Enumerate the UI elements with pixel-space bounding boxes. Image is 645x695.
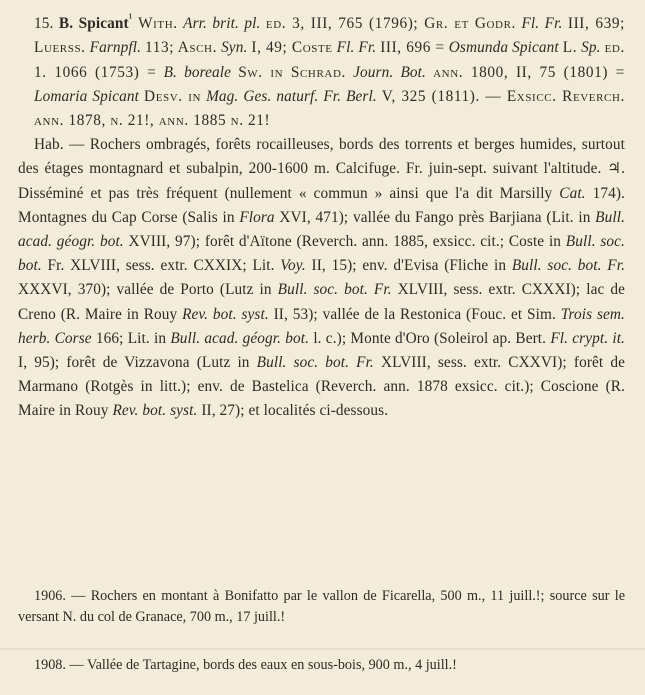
habitat-text: XLVIII, sess. extr. CXXXI); lac de Creno (R. Maire in Rouy bbox=[18, 281, 625, 323]
observation-text: 1908. — Vallée de Tartagine, bords des eaux en sous-bois, 900 m., 4 juill.! bbox=[34, 657, 457, 673]
citation-title: Cat. bbox=[559, 184, 586, 202]
habitat-text: II, 27); et localités ci-dessous. bbox=[201, 402, 389, 420]
synonymy-text: ed. 1. 1066 (1753) = bbox=[34, 39, 625, 81]
synonym-name: B. boreale bbox=[163, 63, 231, 81]
synonymy-text: Desv. in bbox=[144, 87, 202, 105]
species-paragraph bbox=[18, 6, 625, 133]
habitat-text: l. c.); Monte d'Oro (Soleirol ap. Bert. bbox=[313, 329, 547, 347]
habitat-text: Fr. XLVIII, sess. extr. CXXIX; Lit. bbox=[47, 257, 275, 275]
synonym-name: Osmunda Spicant bbox=[448, 39, 559, 57]
habitat-text: XLVIII, sess. extr. CXXVI); forêt de Marmano (Rotgès in litt.); env. de Bastelica (Reverch. ann. 1878 exsicc. cit.); Coscione (R. Maire in Rouy bbox=[18, 353, 625, 420]
observation-1906 bbox=[18, 586, 625, 627]
habitat-text: XVI, 471); vallée du Fango près Barjiana (Lit. in bbox=[279, 208, 591, 226]
citation-title: Bull. acad. géogr. bot. bbox=[170, 329, 310, 347]
citation-title: Bull. soc. bot. Fr. bbox=[277, 281, 392, 299]
habitat-paragraph bbox=[18, 133, 625, 423]
synonymy-text: Sw. in Schrad. bbox=[238, 63, 346, 81]
citation-title: Farnpfl. bbox=[89, 39, 142, 57]
citation-title: Sp. bbox=[581, 39, 601, 57]
citation-title: Fl. crypt. it. bbox=[550, 329, 625, 347]
citation-title: Bull. acad. géogr. bot. bbox=[18, 208, 625, 250]
citation-title: Arr. brit. pl. bbox=[183, 15, 261, 33]
habitat-text: 174). Montagnes du Cap Corse (Salis in bbox=[18, 184, 625, 226]
citation-title: Bull. soc. bot. bbox=[18, 232, 625, 275]
citation-title: Trois sem. herb. Corse bbox=[18, 305, 625, 347]
habitat-text: Hab. — Rochers ombragés, forêts rocailleuses, bords des torrents et berges humides, surtout des étages montagnard et subalpin, 200-1600 m. Calcifuge. Fr. juin-sept. suivant l'altitude. ♃. Disséminé et pas très fréquent (nullement « commun » ainsi que l'a dit Marsilly bbox=[18, 136, 625, 202]
species-entry bbox=[18, 6, 625, 424]
citation-title: Mag. Ges. naturf. Fr. Berl. bbox=[206, 87, 377, 105]
citation-title: Journ. Bot. bbox=[353, 63, 426, 81]
citation-title: Fl. Fr. bbox=[336, 39, 377, 57]
species-name: B. Spicant bbox=[58, 15, 129, 33]
citation-title: Bull. soc. bot. Fr. bbox=[511, 257, 626, 275]
synonymy-text: III, 639; Luerss. bbox=[34, 15, 625, 57]
synonymy-text: With. bbox=[138, 15, 178, 33]
synonymy-text: L. bbox=[562, 39, 578, 57]
citation-title: Voy. bbox=[280, 257, 306, 275]
habitat-text: XXXVI, 370); vallée de Porto (Lutz in bbox=[18, 281, 272, 299]
synonymy-text: I, 49; Coste bbox=[251, 39, 333, 57]
observation-1908 bbox=[18, 655, 625, 676]
citation-title: Flora bbox=[239, 208, 275, 226]
habitat-text: I, 95); forêt de Vizzavona (Lutz in bbox=[18, 353, 250, 371]
citation-title: Bull. soc. bot. Fr. bbox=[256, 353, 374, 371]
synonymy-text: ed. 3, III, 765 (1796); Gr. et Godr. bbox=[265, 15, 516, 33]
citation-title: Syn. bbox=[221, 39, 248, 57]
entry-number: 15. bbox=[34, 15, 54, 33]
habitat-text: II, 53); vallée de la Restonica (Fouc. et Sim. bbox=[273, 305, 556, 323]
citation-title: Rev. bot. syst. bbox=[112, 402, 198, 420]
synonym-name: Lomaria Spicant bbox=[34, 87, 140, 105]
habitat-text: 166; Lit. in bbox=[95, 329, 167, 347]
footnote-mark: ¹ bbox=[128, 11, 133, 25]
strip-divider bbox=[0, 648, 645, 650]
observation-text: 1906. — Rochers en montant à Bonifatto par le vallon de Ficarella, 500 m., 11 juill.!; source sur le versant N. du col de Granace, 700 m., 17 juill.! bbox=[18, 588, 625, 625]
synonymy-text: ann. 1800, II, 75 (1801) = bbox=[433, 63, 625, 81]
synonymy-text: III, 696 = bbox=[380, 39, 445, 57]
habitat-text: XVIII, 97); forêt d'Aïtone (Reverch. ann. 1885, exsicc. cit.; Coste in bbox=[128, 232, 562, 250]
synonymy-text: V, 325 (1811). — Exsicc. Reverch. ann. 1878, n. 21!, ann. 1885 n. 21! bbox=[34, 87, 625, 129]
citation-title: Fl. Fr. bbox=[521, 15, 563, 33]
citation-title: Rev. bot. syst. bbox=[182, 305, 269, 323]
synonymy-text: 113; Asch. bbox=[145, 39, 218, 57]
habitat-text: II, 15); env. d'Evisa (Fliche in bbox=[311, 257, 507, 275]
